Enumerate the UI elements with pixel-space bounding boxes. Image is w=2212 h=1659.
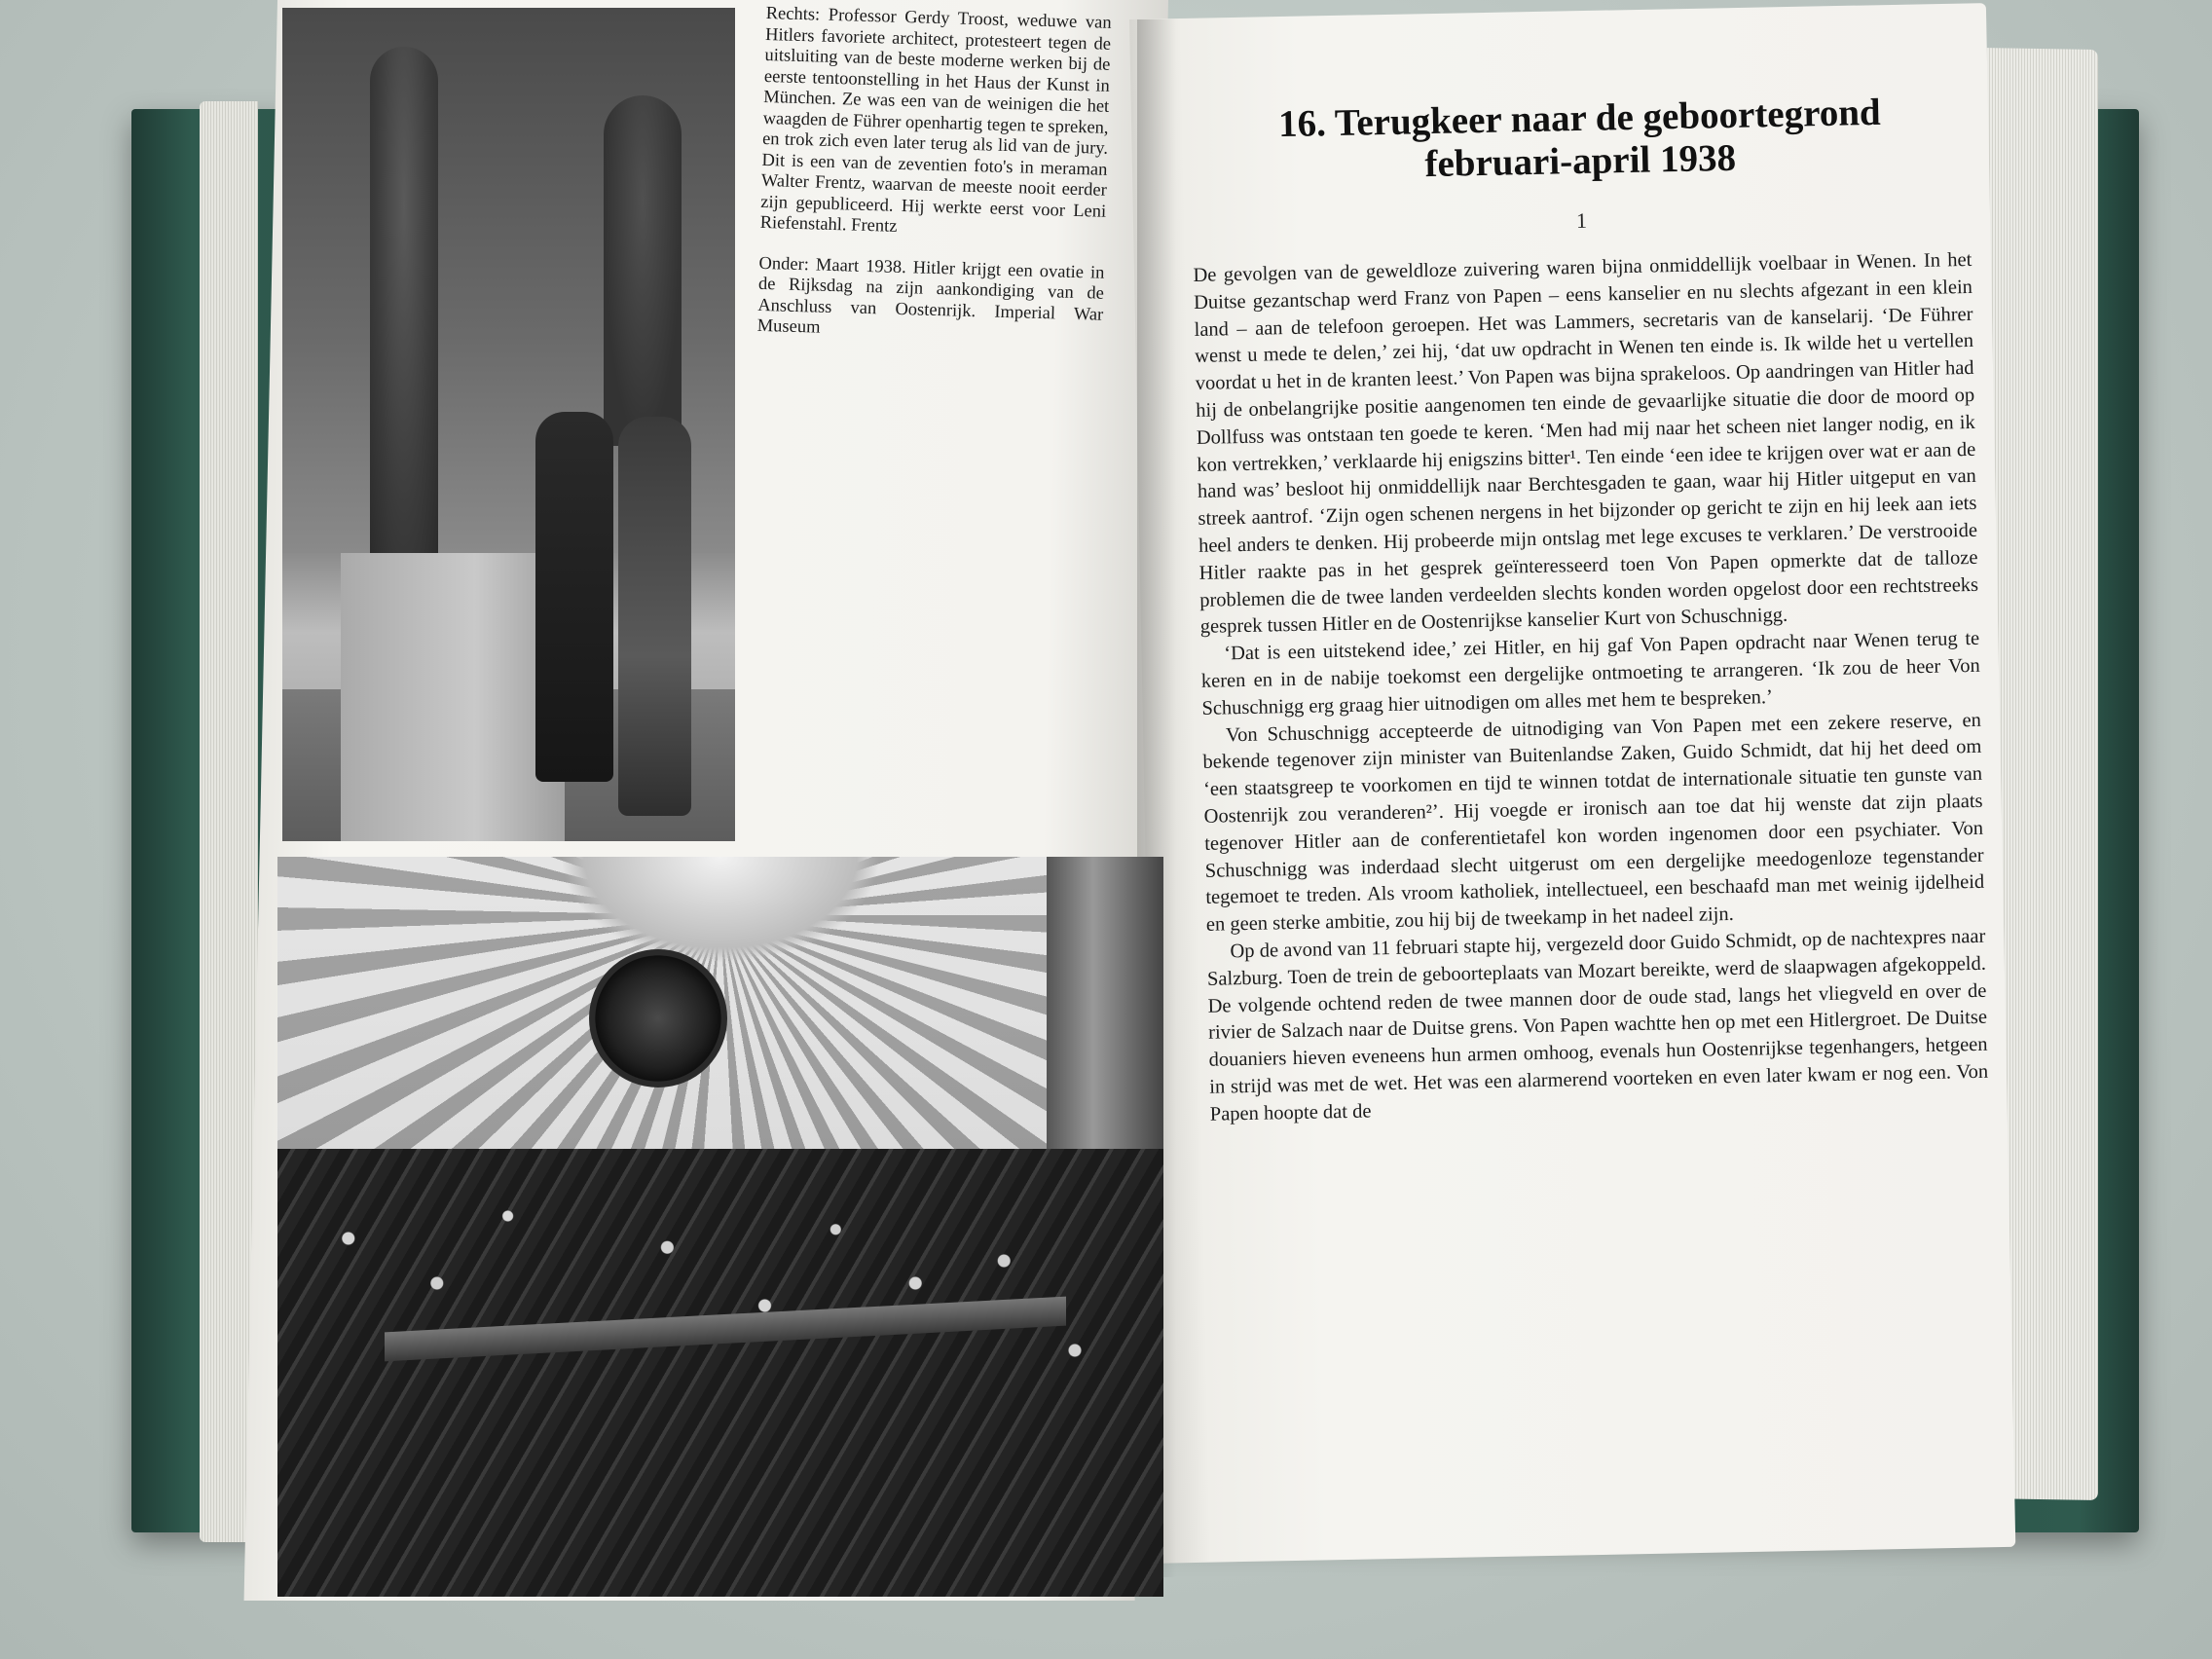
wreath-emblem xyxy=(589,949,727,1088)
chapter-title-line1: 16. Terugkeer naar de geboortegrond xyxy=(1277,91,1882,146)
paragraph: ‘Dat is een uitstekend idee,’ zei Hitler, en hij gaf Von Papen opdracht naar Wenen terug te keren en in de nabije toekomst een dergelijke ontmoeting te arrangeren. ‘Ik zou de heer Von Schuschnigg erg graag hier uitnodigen om alles met hem te bespreken.’ xyxy=(1200,627,1980,719)
caption-below: Onder: Maart 1938. Hitler krijgt een ovatie in de Rijksdag na zijn aankondiging van de Anschluss van Oostenrijk. Imperial War Museum xyxy=(756,253,1105,338)
photo-statues-gallery xyxy=(282,8,735,841)
chapter-text xyxy=(1190,90,1989,1128)
paragraph: Op de avond van 11 februari stapte hij, vergezeld door Guido Schmidt, op de nachtexpres naar Salzburg. Toen de trein de geboorteplaats van Mozart bereikte, werd de slaapwagen afgekoppeld. De volgende ochtend reden de twee mannen door de oude stad, langs het vliegveld en over de rivier de Salzach naar de Duitse grens. Von Papen wachtte hen op met een Hitlergroet. De Duitse douaniers hieven eveneens hun armen omhoog, evenals hun Oostenrijkse tegenhangers, hetgeen in strijd was met de wet. Het was een alarmerend voorteken en even later kwam er nog een. Von Papen hoopte dat de xyxy=(1206,925,1989,1125)
section-number: 1 xyxy=(1575,207,1588,234)
photo-reichstag-ovation xyxy=(277,857,1163,1597)
standing-woman xyxy=(618,417,691,816)
eagle-emblem xyxy=(560,857,881,964)
paragraph: Von Schuschnigg accepteerde de uitnodiging van Von Papen met een zekere reserve, en bekende tegenover zijn minister van Buitenlandse Zaken, Guido Schmidt, dat hij het deed om ‘een staatsgreep te voorkomen en tijd te winnen totdat de internationale situatie ten gunste van Oostenrijk zou veranderen²’. Hij voegde er ironisch aan toe dat hij wenste dat zijn plaats tegenover Hitler aan de conferentietafel kon worden ingenomen door een psychiater. Von Schuschnigg was inderdaad slecht uitgerust om een dergelijke meedogenloze tegenstander tegemoet te treden. Als vroom katholiek, intellectueel, een beschaafd man met weinig ijdelheid en geen sterke ambitie, zou hij bij de tweekamp in het nadeel zijn. xyxy=(1202,709,1985,936)
paragraph: De gevolgen van de geweldloze zuivering waren bijna onmiddellijk voelbaar in Wenen. In het Duitse gezantschap werd Franz von Papen – eens kanselier en nu slechts afgezant in een klein land – aan de telefoon geroepen. Het was Lammers, secretaris van de kanselarij. ‘De Führer wenst u mede te delen,’ zei hij, ‘dat uw opdracht in Wenen ten einde is. Ik wilde het u vertellen voordat u het in de kranten leest.’ Von Papen was bijna sprakeloos. Op aandringen van Hitler had hij de onbelangrijke positie aangenomen ten einde de gevaarlijke situatie die door de moord op Dollfuss was ontstaan ten goede te keren. ‘Men had mij naar het scheen niet langer nodig, en ik kon vertrekken,’ verklaarde hij enigszins bitter¹. Ten einde ‘een idee te krijgen over wat er aan de hand was’ besloot hij onmiddellijk naar Berchtesgaden te gaan, waar hij Hitler uitgeput en van streek aantrof. ‘Zijn ogen schenen nergens in het bijzonder op gericht te zijn en hij leek aan iets heel anders te denken. Hij probeerde mijn ontslag met lege excuses te verklaren.’ De verstrooide Hitler raakte pas in het gesprek geïnteresseerd toen Von Papen opmerkte dat de talloze problemen die de twee landen verdeelden slechts konden worden opgelost door een rechtstreeks gesprek tussen Hitler en de Oostenrijkse kanselier Kurt von Schuschnigg. xyxy=(1193,248,1979,639)
chapter-title xyxy=(1190,90,1971,191)
chapter-title-line2: februari-april 1938 xyxy=(1424,136,1737,186)
caption-right: Rechts: Professor Gerdy Troost, weduwe van Hitlers favoriete architect, protesteert tegen de uitsluiting van de beste moderne werken bij de eerste tentoonstelling in het Haus der Kunst in München. Ze was een van de weinigen die het waagden de Führer openhartig tegen te spreken, en trok zich even later terug als lid van de jury. Dit is een van de zeventien foto's in meraman Walter Frentz, waarvan de meeste nooit eerder zijn gepubliceerd. Hij werkte eerst voor Leni Riefenstahl. Frentz xyxy=(759,4,1112,237)
saluting-crowd xyxy=(277,1149,1163,1597)
standing-man xyxy=(535,412,613,782)
statue-figure xyxy=(370,47,438,572)
statue-pedestal xyxy=(341,553,565,841)
body-text xyxy=(1193,247,1989,1128)
photo-captions xyxy=(756,4,1112,366)
statue-figure xyxy=(604,95,682,446)
